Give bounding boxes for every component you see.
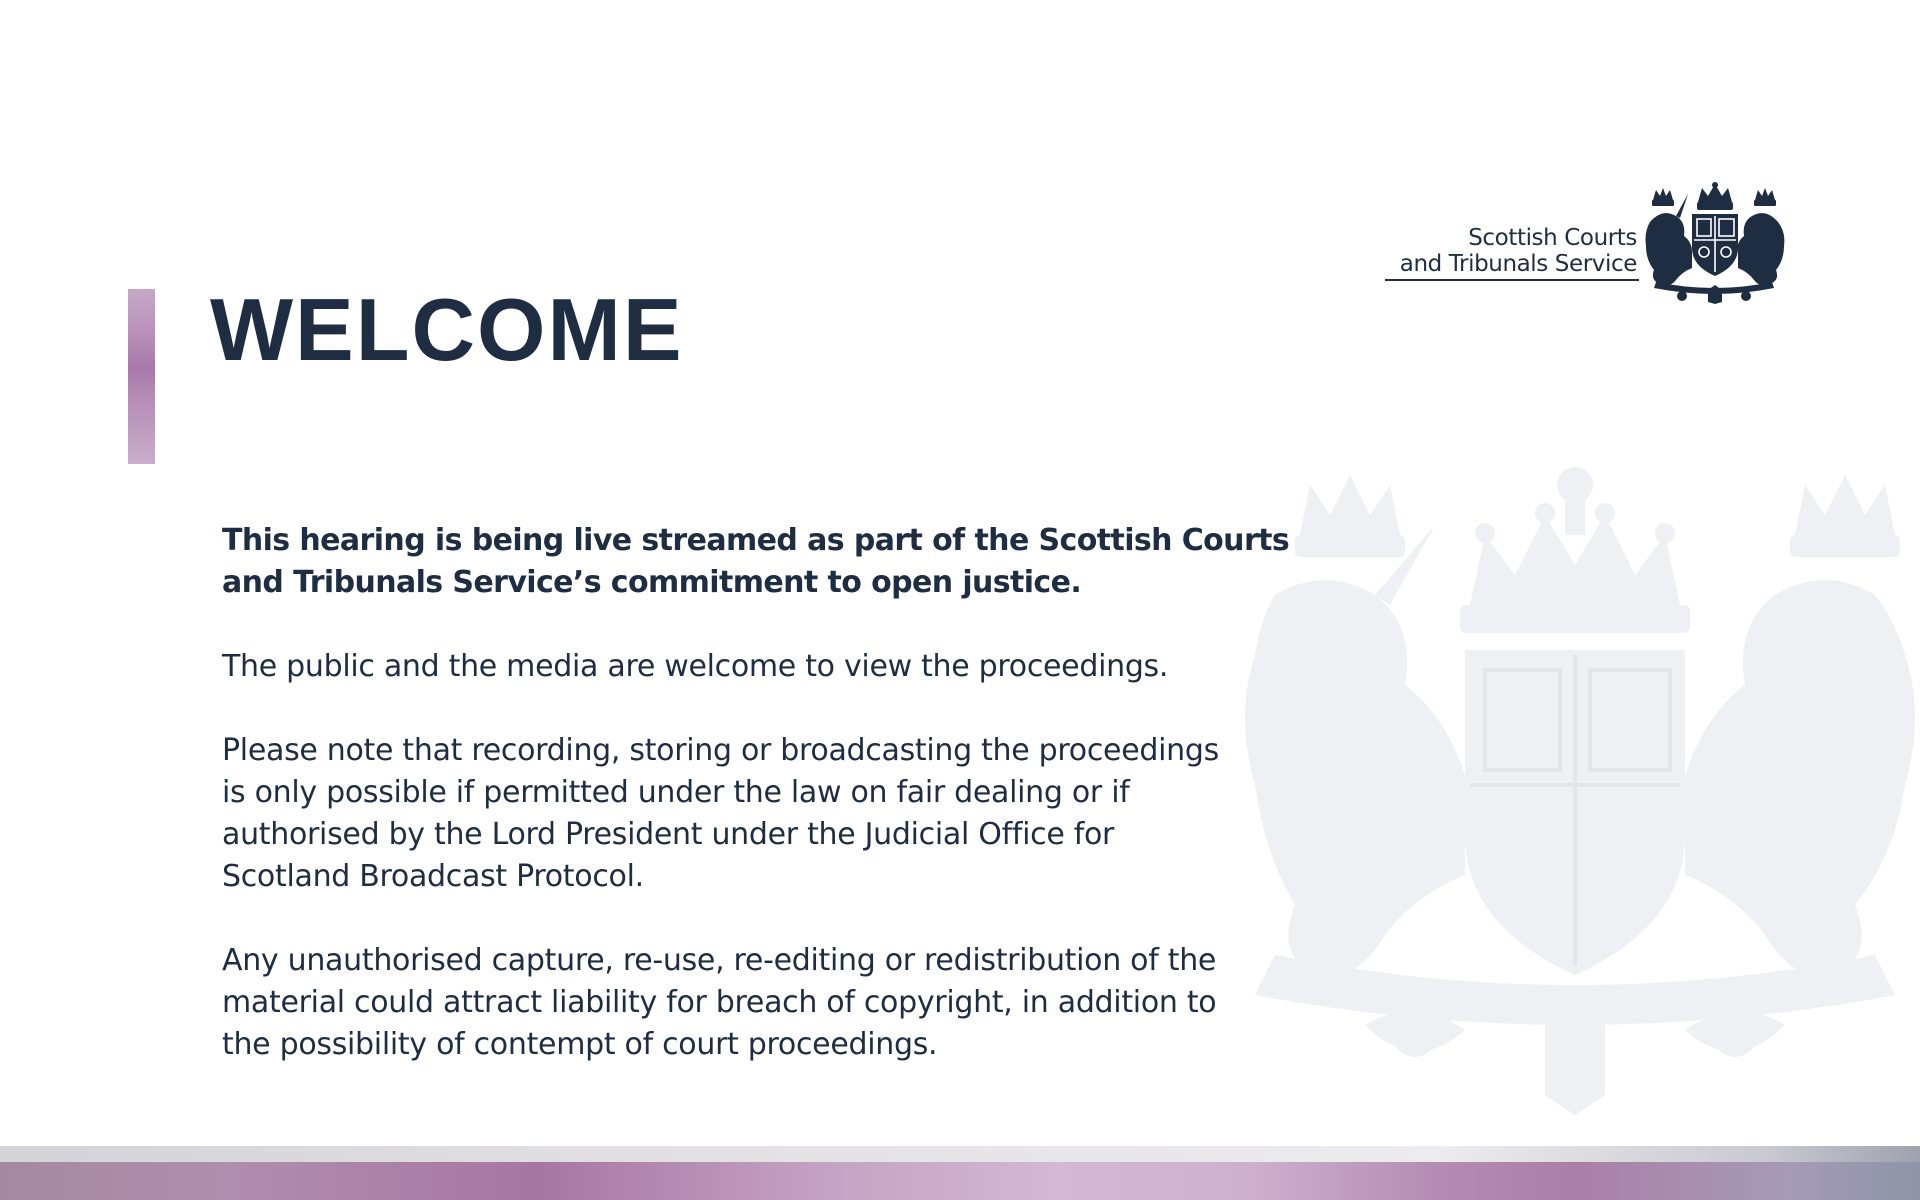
- public-line-1: The public and the media are welcome to view the proceedings.: [222, 649, 1169, 684]
- recording-line-1: Please note that recording, storing or broadcasting the proceedings: [222, 733, 1219, 768]
- recording-line-4: Scotland Broadcast Protocol.: [222, 859, 644, 894]
- sctsv-logo: [1385, 182, 1785, 304]
- page-title: WELCOME: [210, 280, 684, 379]
- logo-text: [1385, 225, 1637, 277]
- recording-line-2: is only possible if permitted under the law on fair dealing or if: [222, 775, 1130, 810]
- logo-underline: [1385, 279, 1639, 281]
- recording-paragraph: [222, 730, 1372, 898]
- public-paragraph: [222, 646, 1372, 688]
- lead-paragraph: [222, 520, 1372, 604]
- footer-band-light: [0, 1146, 1920, 1162]
- notice-content: [222, 520, 1372, 1066]
- recording-line-3: authorised by the Lord President under the Judicial Office for: [222, 817, 1115, 852]
- lead-line-2: and Tribunals Service’s commitment to open justice.: [222, 565, 1082, 600]
- copyright-paragraph: [222, 940, 1372, 1066]
- copyright-line-2: material could attract liability for breach of copyright, in addition to: [222, 985, 1217, 1020]
- lead-line-1: This hearing is being live streamed as part of the Scottish Courts: [222, 523, 1290, 558]
- copyright-line-3: the possibility of contempt of court proceedings.: [222, 1027, 938, 1062]
- accent-bar: [128, 289, 155, 464]
- copyright-line-1: Any unauthorised capture, re-use, re-editing or redistribution of the: [222, 943, 1217, 978]
- logo-line-2: and Tribunals Service: [1399, 251, 1637, 277]
- logo-line-1: Scottish Courts: [1468, 225, 1637, 251]
- footer-band-purple: [0, 1162, 1920, 1200]
- royal-arms-crest-icon: [1642, 182, 1786, 304]
